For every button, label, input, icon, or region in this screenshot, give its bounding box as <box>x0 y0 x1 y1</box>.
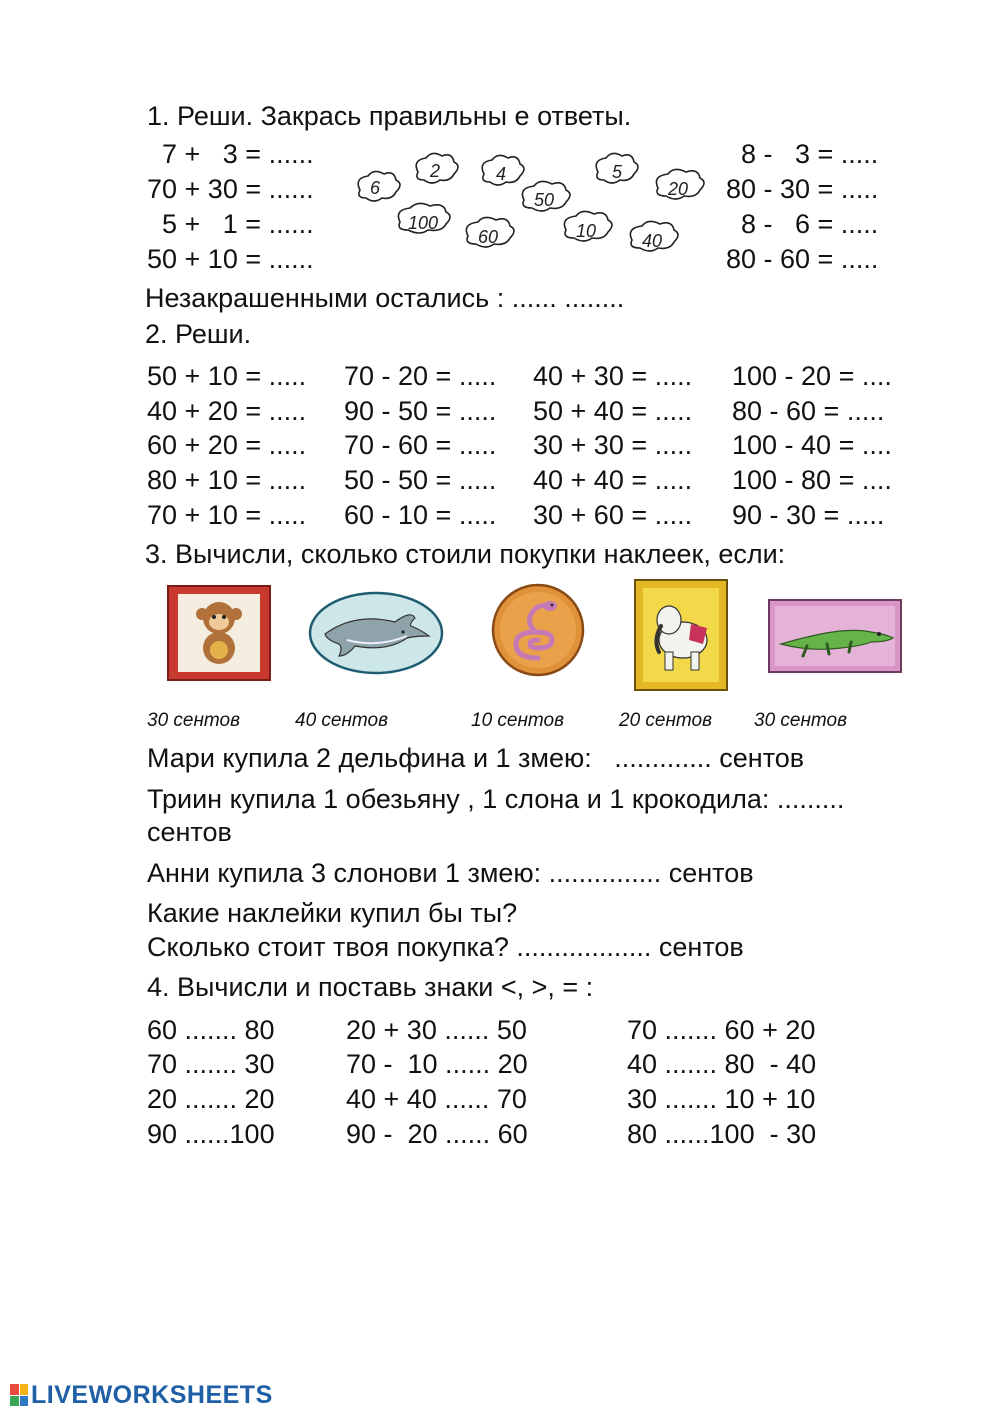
section2-title: 2. Реши. <box>145 319 252 349</box>
sec4-compare: 60 ....... 80 <box>147 1015 275 1045</box>
svg-text:20: 20 <box>668 179 689 199</box>
sec4-compare: 80 ......100 - 30 <box>627 1119 817 1149</box>
bubble-100[interactable] <box>398 203 450 233</box>
sec3-line-triin-cont: сентов <box>147 817 232 847</box>
sec1-right-eq-2: 80 - 30 = ..... <box>726 174 879 204</box>
sec2-eq: 80 - 60 = ..... <box>732 396 885 426</box>
svg-text:50: 50 <box>534 190 555 210</box>
sec4-compare: 70 - 10 ...... 20 <box>346 1049 528 1079</box>
sec1-right-eq-1: 8 - 3 = ..... <box>726 139 879 169</box>
sec4-compare: 30 ....... 10 + 10 <box>627 1084 816 1114</box>
sec3-line-anni: Анни купила 3 слонови 1 змею: ............... сентов <box>147 858 754 888</box>
answer-bubbles[interactable] <box>350 150 730 260</box>
bubble-2[interactable] <box>416 153 458 183</box>
sec1-right-eq-4: 80 - 60 = ..... <box>726 244 879 274</box>
sec2-eq: 90 - 50 = ..... <box>344 396 497 426</box>
sec1-left-eq-2: 70 + 30 = ...... <box>147 174 314 204</box>
sec3-line-mari: Мари купила 2 дельфина и 1 змею: ............. сентов <box>147 743 805 773</box>
bubble-10[interactable] <box>564 211 612 241</box>
bubble-40[interactable] <box>630 221 678 251</box>
logo-icon <box>10 1384 28 1406</box>
svg-text:60: 60 <box>478 227 499 247</box>
sec2-eq: 100 - 20 = .... <box>732 361 892 391</box>
sec4-compare: 40 ....... 80 - 40 <box>627 1049 817 1079</box>
bubble-20[interactable] <box>656 169 704 199</box>
sec1-unpainted-line: Незакрашенными остались : ...... ........ <box>145 283 625 313</box>
bubble-50[interactable] <box>522 181 570 211</box>
sec4-compare: 70 ....... 60 + 20 <box>627 1015 816 1045</box>
liveworksheets-logo[interactable] <box>10 1382 273 1408</box>
section3-title: 3. Вычисли, сколько стоили покупки наклеек, если: <box>145 539 786 569</box>
bubble-5[interactable] <box>596 153 638 183</box>
sec2-eq: 70 + 10 = ..... <box>147 500 307 530</box>
bubble-60[interactable] <box>466 217 514 247</box>
sec4-compare: 90 ......100 <box>147 1119 275 1149</box>
price-monkey: 30 сентов <box>147 710 241 731</box>
sec2-eq: 30 + 60 = ..... <box>533 500 693 530</box>
sec2-eq: 80 + 10 = ..... <box>147 465 307 495</box>
svg-text:10: 10 <box>576 221 597 241</box>
sec2-eq: 40 + 40 = ..... <box>533 465 693 495</box>
monkey-sticker <box>166 584 272 682</box>
svg-text:6: 6 <box>370 178 381 198</box>
sec2-eq: 70 - 20 = ..... <box>344 361 497 391</box>
dolphin-sticker <box>307 590 445 676</box>
sec2-eq: 70 - 60 = ..... <box>344 430 497 460</box>
sec2-eq: 50 - 50 = ..... <box>344 465 497 495</box>
svg-text:2: 2 <box>430 161 441 181</box>
sec3-line-triin: Триин купила 1 обезьяну , 1 слона и 1 крокодила: ......... <box>147 784 845 814</box>
section1-title: 1. Реши. Закрась правильны е ответы. <box>147 101 632 131</box>
svg-text:5: 5 <box>612 162 623 182</box>
bubble-6[interactable] <box>358 171 400 201</box>
sec1-left-eq-3: 5 + 1 = ...... <box>147 209 314 239</box>
sec2-eq: 50 + 40 = ..... <box>533 396 693 426</box>
snake-sticker <box>490 582 586 678</box>
sec4-compare: 70 ....... 30 <box>147 1049 275 1079</box>
sec4-compare: 90 - 20 ...... 60 <box>346 1119 528 1149</box>
svg-text:4: 4 <box>496 164 507 184</box>
price-crocodile: 30 сентов <box>754 710 848 731</box>
section4-title: 4. Вычисли и поставь знаки <, >, = : <box>147 972 594 1002</box>
sec1-left-eq-4: 50 + 10 = ...... <box>147 244 314 274</box>
sec2-eq: 50 + 10 = ..... <box>147 361 307 391</box>
sec2-eq: 60 - 10 = ..... <box>344 500 497 530</box>
sec2-eq: 60 + 20 = ..... <box>147 430 307 460</box>
sec2-eq: 90 - 30 = ..... <box>732 500 885 530</box>
elephant-sticker <box>633 578 729 692</box>
price-snake: 10 сентов <box>471 710 565 731</box>
sec2-eq: 100 - 40 = .... <box>732 430 892 460</box>
sec2-eq: 40 + 20 = ..... <box>147 396 307 426</box>
svg-text:40: 40 <box>642 231 663 251</box>
crocodile-sticker <box>767 598 903 674</box>
sec4-compare: 20 + 30 ...... 50 <box>346 1015 527 1045</box>
sec1-right-eq-3: 8 - 6 = ..... <box>726 209 879 239</box>
sec4-compare: 40 + 40 ...... 70 <box>346 1084 527 1114</box>
sec3-line-cost: Сколько стоит твоя покупка? .................. сентов <box>147 932 744 962</box>
svg-text:100: 100 <box>408 213 439 233</box>
price-dolphin: 40 сентов <box>295 710 389 731</box>
sec1-left-eq-1: 7 + 3 = ...... <box>147 139 314 169</box>
price-elephant: 20 сентов <box>619 710 713 731</box>
sec3-line-question: Какие наклейки купил бы ты? <box>147 898 518 928</box>
logo-text: LIVEWORKSHEETS <box>31 1380 273 1409</box>
sec2-eq: 40 + 30 = ..... <box>533 361 693 391</box>
sec4-compare: 20 ....... 20 <box>147 1084 275 1114</box>
sec2-eq: 30 + 30 = ..... <box>533 430 693 460</box>
sec2-eq: 100 - 80 = .... <box>732 465 892 495</box>
bubble-4[interactable] <box>482 155 524 185</box>
